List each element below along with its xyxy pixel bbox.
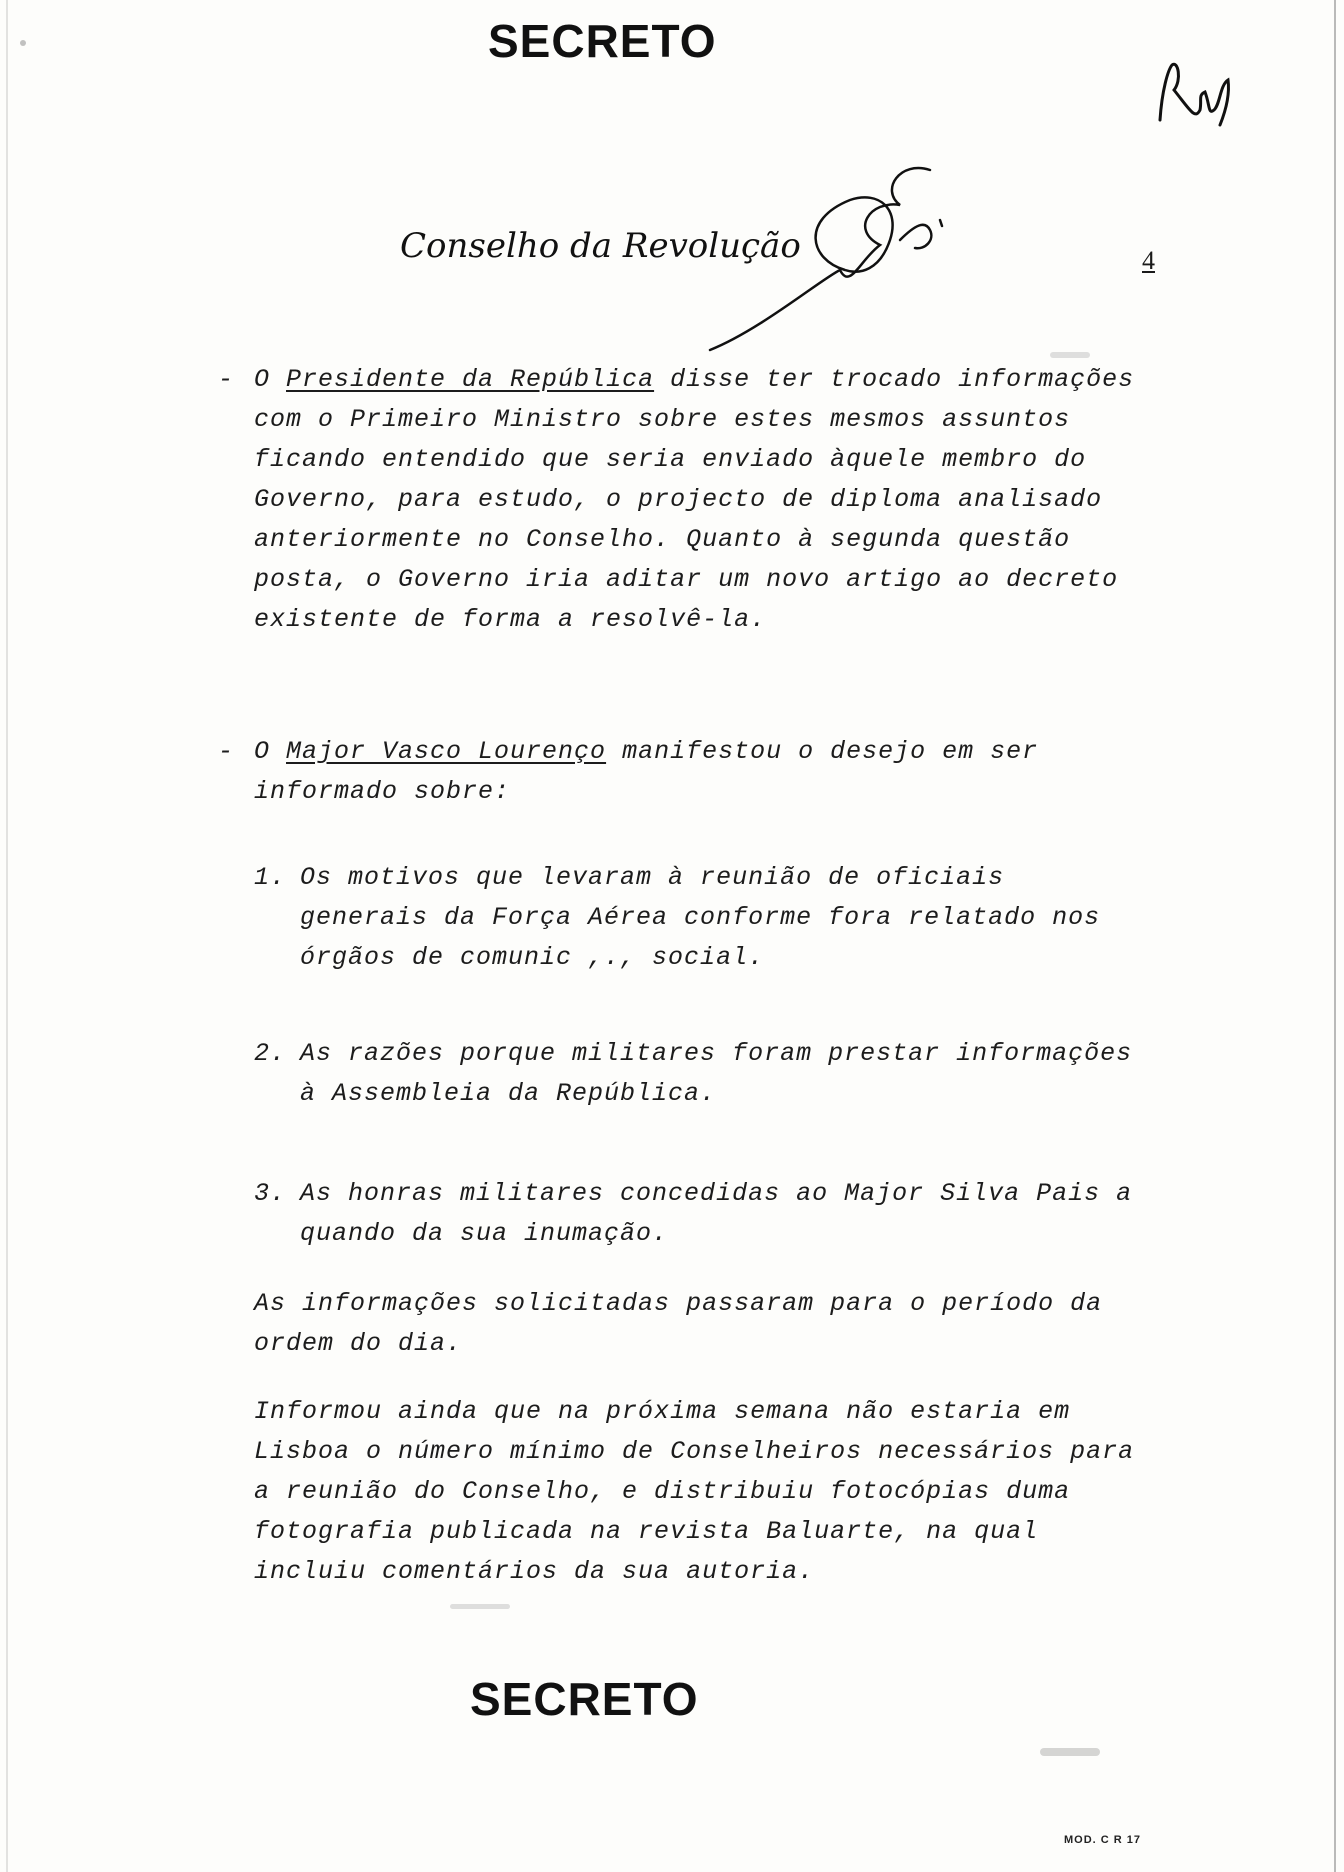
scan-edge-line — [1334, 0, 1336, 1872]
classification-stamp-bottom: SECRETO — [470, 1673, 699, 1725]
lead-text: O — [254, 365, 287, 394]
scan-speck — [450, 1604, 510, 1609]
letterhead-title: Conselho da Revolução — [400, 226, 801, 266]
underlined-subject: Presidente da República — [286, 365, 655, 394]
lead-text: O — [254, 737, 287, 766]
item-number: 2. — [254, 1039, 287, 1068]
scan-speck — [20, 40, 26, 46]
item-number: 3. — [254, 1179, 287, 1208]
paragraph-text: manifestou o desejo em ser informado sobre: — [254, 737, 1039, 806]
scan-speck — [1040, 1748, 1100, 1756]
scan-edge-line-left — [6, 0, 8, 1872]
form-code: MOD. C R 17 — [1064, 1834, 1142, 1846]
page-number: 4 — [1142, 246, 1155, 275]
bullet-dash: - — [218, 737, 235, 766]
paragraph-information-request: As informações solicitadas passaram para o período da ordem do dia. — [254, 1289, 1103, 1358]
item-text: Os motivos que levaram à reunião de oficiais generais da Força Aérea conforme fora relatado nos órgãos de comunic ,., social. — [300, 863, 1101, 972]
handwritten-note-icon — [1150, 50, 1240, 140]
underlined-subject: Major Vasco Lourenço — [286, 737, 607, 766]
bullet-dash: - — [218, 365, 235, 394]
paragraph-text: disse ter trocado informações com o Primeiro Ministro sobre estes mesmos assuntos ficando entendido que seria enviado àquele membro do Governo, para estudo, o projecto de diploma analisado anteriormente no Conselho. Quanto à segunda questão posta, o Governo iria aditar um novo artigo ao decreto existente de forma a resolvê-la. — [254, 365, 1135, 634]
scan-speck — [1050, 352, 1090, 358]
signature-initials-icon — [700, 150, 960, 360]
item-text: As honras militares concedidas ao Major Silva Pais a quando da sua inumação. — [300, 1179, 1133, 1248]
item-number: 1. — [254, 863, 287, 892]
item-text: As razões porque militares foram prestar informações à Assembleia da República. — [300, 1039, 1133, 1108]
paragraph-major — [254, 732, 1144, 812]
paragraph-president — [254, 360, 1144, 640]
paragraph-next-week: Informou ainda que na próxima semana não estaria em Lisboa o número mínimo de Conselheiros necessários para a reunião do Conselho, e distribuiu fotocópias duma fotografia publicada na revista Baluarte, na qual incluiu comentários da sua autoria. — [254, 1397, 1135, 1586]
classification-stamp-top: SECRETO — [488, 15, 717, 67]
